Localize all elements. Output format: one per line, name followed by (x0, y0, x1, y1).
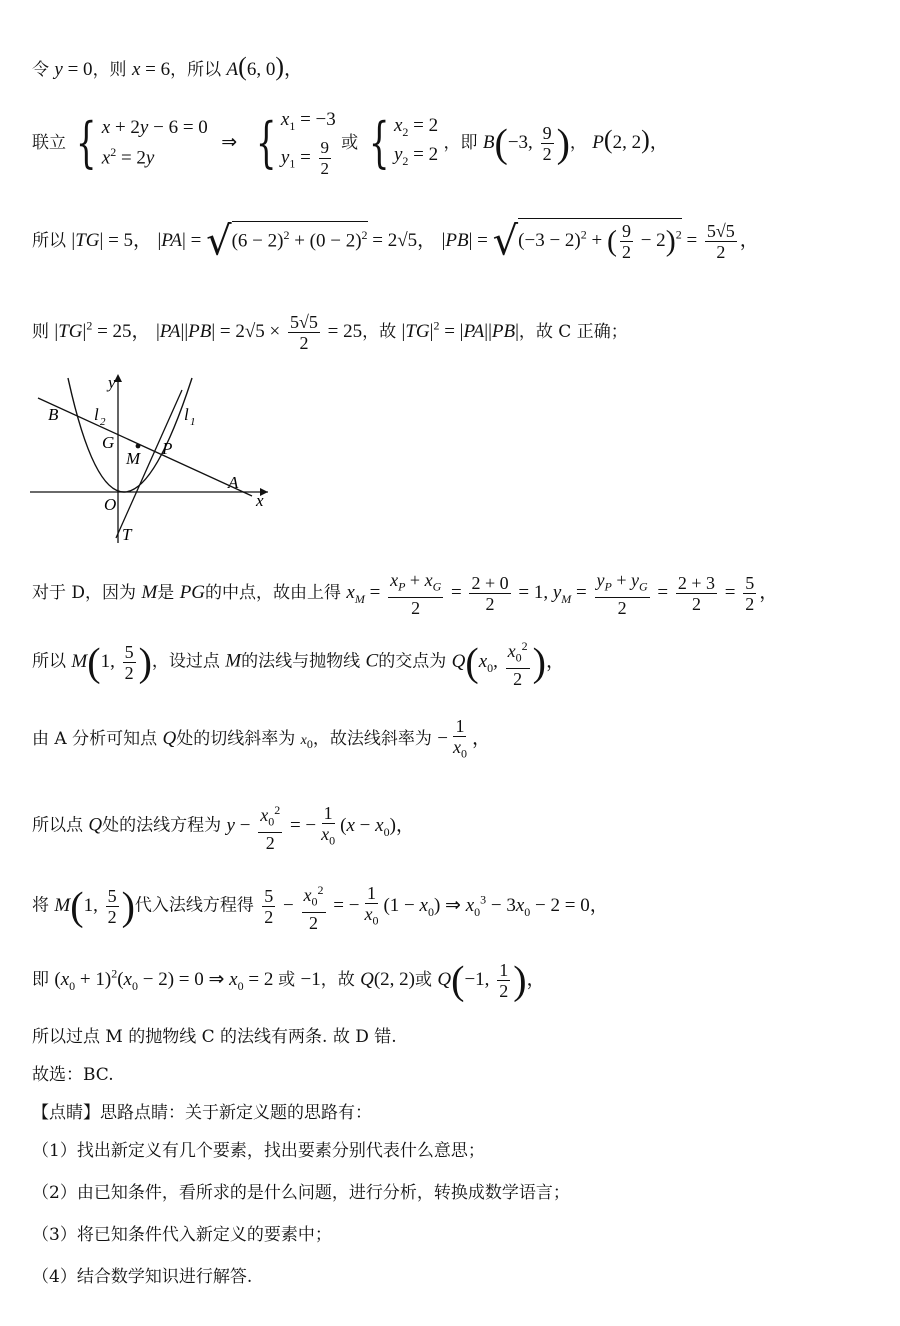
text: 所以点 (32, 815, 83, 836)
label-t: T (122, 525, 132, 544)
text: 对于 D，因为 (32, 583, 137, 604)
text: 或 (341, 132, 359, 153)
text: 处的切线斜率为 (176, 729, 296, 750)
solution-line-A-point: 令 y = 0，则 x = 6，所以 A(6, 0)， (32, 52, 303, 81)
label-y: y (108, 373, 116, 392)
solution-line-midpoint: 对于 D，因为 M是 PG的中点，故由上得 $x_M$ = $\frac{x_P + x_G}{2}$ = $\frac{2 + 0}{2}$ = 1, $y_M$ = $\frac{y_P + y_G}{2}$ = $\frac{2 + 3}{2}$ = $\frac{5}{2}$ ， (32, 570, 779, 618)
text: 将 (32, 895, 49, 916)
tip-item: （1）找出新定义有几个要素，找出要素分别代表什么意思； (32, 1141, 485, 1161)
tip-item: （4）结合数学知识进行解答. (32, 1267, 253, 1287)
label-b: B (48, 405, 59, 424)
text: ，设过点 (151, 651, 220, 672)
parabola-figure (30, 368, 275, 548)
equation-system: { x + 2y − 6 = 0 $x^2 = 2y$ (76, 111, 208, 175)
solution-line-conclusion: 所以过点 M 的抛物线 C 的法线有两条. 故 D 错. (32, 1027, 397, 1047)
label-l2-sub: 2 (100, 416, 106, 428)
solution-line-system: 联立 { x + 2y − 6 = 0 $x^2 = 2y$ ⇒ { $x_1 = -3$ $y_1$ = $\frac{9}{2}$ 或 { $x_2 = 2$ $y_2 = 2$ ，即 B(−3, $\frac{9}{2}$ )， P(2, 2)， (32, 109, 669, 178)
point-m-dot (136, 444, 141, 449)
text: ，即 (443, 132, 478, 153)
text: 的法线与抛物线 (241, 651, 361, 672)
label-x: x (256, 491, 264, 510)
solution-line-distances: 所以 |TG| = 5， $|PA| = √(6 - 2)^2 + (0 - 2)^2 = 2√5$， $|PB| = √(-3 - 2)^2$ + ( $\frac{9}{2}$ − 2)$^2$ = $\frac{5√5}{2}$ ， (32, 218, 759, 265)
label-l2: l (94, 405, 99, 424)
solution-line-normal-eq: 所以点 Q处的法线方程为 y − $\frac{x_0^2}{2}$ = − $\frac{1}{x_0}$ $(x - x_0)$， (32, 800, 415, 853)
text: ， (569, 132, 587, 153)
text: 所以 (32, 651, 66, 672)
label-m: M (126, 449, 141, 468)
text: ，所以 (170, 60, 222, 80)
text: 代入法线方程得 (134, 895, 254, 916)
text: 或 (415, 969, 432, 990)
label-l1: l (184, 405, 189, 424)
text: 是 (157, 583, 175, 604)
solution-2: { $x_2 = 2$ $y_2 = 2$ (368, 111, 439, 175)
text: 联立 (32, 132, 66, 153)
text: 由 A 分析可知点 (32, 729, 158, 750)
text: 或 (278, 969, 296, 990)
solution-line-product: 则 $|TG|^2 = 25$， |PA||PB| = 2√5 × $\frac{5√5}{2}$ = 25，故 $|TG|^2 = |PA||PB|$，故 C 正确； (32, 312, 628, 353)
solution-1: { $x_1 = -3$ $y_1$ = $\frac{9}{2}$ (255, 109, 336, 178)
text: ，故 (320, 969, 355, 990)
solution-line-roots: 即 $(x_0 + 1)^2(x_0 - 2) = 0$ ⇒ $x_0 = 2$ 或 −1，故 Q(2, 2)或 Q(−1, $\frac{1}{2}$ )， (32, 957, 546, 1003)
text: ，故 C 正确； (518, 321, 628, 342)
solution-line-q-point: 所以 M(1, $\frac{5}{2}$ )，设过点 M的法线与抛物线 C的交点为 $Q(x_0$, $\frac{x_0^2}{2}$ )， (32, 636, 565, 689)
text: 处的法线方程为 (102, 815, 222, 836)
text: ，故 (362, 321, 397, 342)
label-l1-sub: 1 (190, 416, 196, 428)
answer-line: 故选：BC. (32, 1065, 114, 1085)
line-l2 (38, 398, 252, 496)
label-p: P (162, 439, 173, 458)
label-a: A (228, 473, 239, 492)
text: 所以 (32, 230, 66, 251)
solution-line-slope: 由 A 分析可知点 Q处的切线斜率为 $x_0$，故法线斜率为 − $\frac{1}{x_0}$ ， (32, 716, 491, 761)
parabola-curve (68, 378, 192, 492)
text: 的中点，故由上得 (205, 583, 342, 604)
text: 则 (32, 321, 49, 342)
tip-item: （3）将已知条件代入新定义的要素中； (32, 1225, 332, 1245)
text: ，则 (92, 60, 127, 80)
text: = 5， (108, 229, 153, 251)
text: 的交点为 (378, 651, 447, 672)
label-g: G (102, 433, 115, 452)
solution-line-substitute: 将 M(1, $\frac{5}{2}$ )代入法线方程得 $\frac{5}{2}$ − $\frac{x_0^2}{2}$ = − $\frac{1}{x_0}$ $(1 - x_0)$ ⇒ $x_0^3 - 3x_0 - 2 = 0$， (32, 880, 609, 933)
text: 即 (32, 969, 49, 990)
label-o: O (104, 495, 117, 514)
tip-item: （2）由已知条件，看所求的是什么问题，进行分析，转换成数学语言； (32, 1183, 570, 1203)
text: = 25， (97, 320, 151, 342)
text: 令 (32, 60, 49, 80)
tip-title: 【点睛】思路点睛：关于新定义题的思路有： (32, 1103, 372, 1123)
text: ，故法线斜率为 (312, 729, 432, 750)
